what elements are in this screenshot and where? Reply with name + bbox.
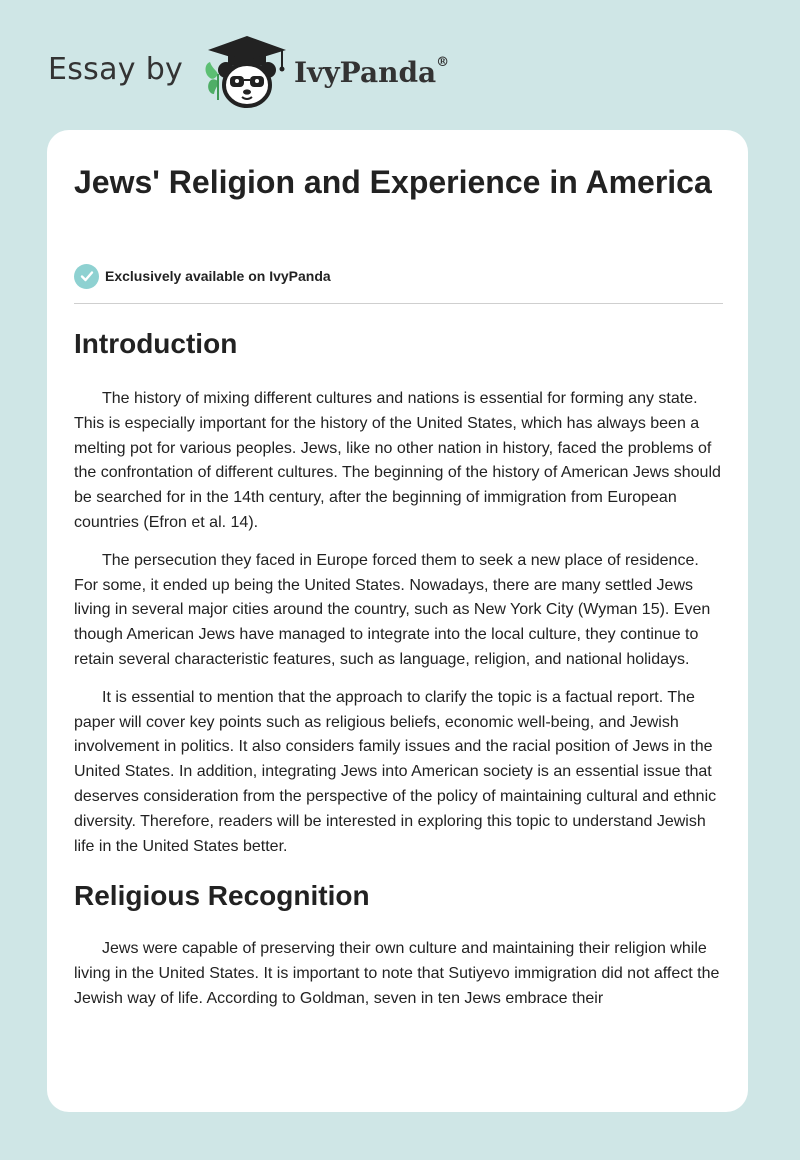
essay-by-label: Essay by [48, 52, 184, 87]
brand-name: IvyPanda [294, 56, 437, 89]
paragraph: The persecution they faced in Europe forced them to seek a new place of residence. For some, it ended up being the United States. Nowadays, there are many settled Jews living in several major cities around the country, such as New York City (Wyman 15). Even though American Jews have managed to integrate into the local culture, they continue to retain several characteristic features, such as language, religion, and national holidays. [74, 551, 711, 668]
exclusive-badge [74, 263, 331, 289]
section-heading-introduction: Introduction [74, 328, 238, 359]
section-heading-religious-recognition: Religious Recognition [74, 880, 370, 912]
paragraph: Jews were capable of preserving their own culture and maintaining their religion while living in the United States. It is important to note that Sutiyevo immigration did not affect the Jewish way of life. According to Goldman, seven in ten Jews embrace their [74, 940, 720, 1007]
paragraph: The history of mixing different cultures and nations is essential for forming any state. This is especially important for the history of the United States, which has always been a melting pot for various peoples. Jews, like no other nation in history, faced the problems of the confrontation of different cultures. The beginning of the history of American Jews should be searched for in the 14th century, after the beginning of immigration from European countries (Efron et al. 14). [74, 390, 721, 531]
checkmark-icon [74, 264, 99, 289]
essay-body [74, 326, 724, 1012]
exclusive-badge-label: Exclusively available on IvyPanda [105, 268, 331, 284]
page-title: Jews' Religion and Experience in America [74, 164, 712, 200]
paragraph: It is essential to mention that the approach to clarify the topic is a factual report. The paper will cover key points such as religious beliefs, economic well-being, and Jewish involvement in politics. It also considers family issues and the racial position of Jews in the United States. In addition, integrating Jews into American society is an essential issue that deserves consideration from the perspective of the policy of maintaining cultural and ethnic diversity. Therefore, readers will be interested in exploring this topic to understand Jewish life in the United States better. [74, 688, 717, 855]
site-header [48, 34, 548, 110]
ivypanda-logo-text[interactable] [294, 56, 449, 89]
essay-card [47, 130, 748, 1112]
title-divider [74, 303, 723, 304]
registered-mark: ® [436, 54, 450, 70]
panda-graduate-icon[interactable] [202, 34, 292, 110]
ivy-leaf-icon [206, 62, 220, 100]
